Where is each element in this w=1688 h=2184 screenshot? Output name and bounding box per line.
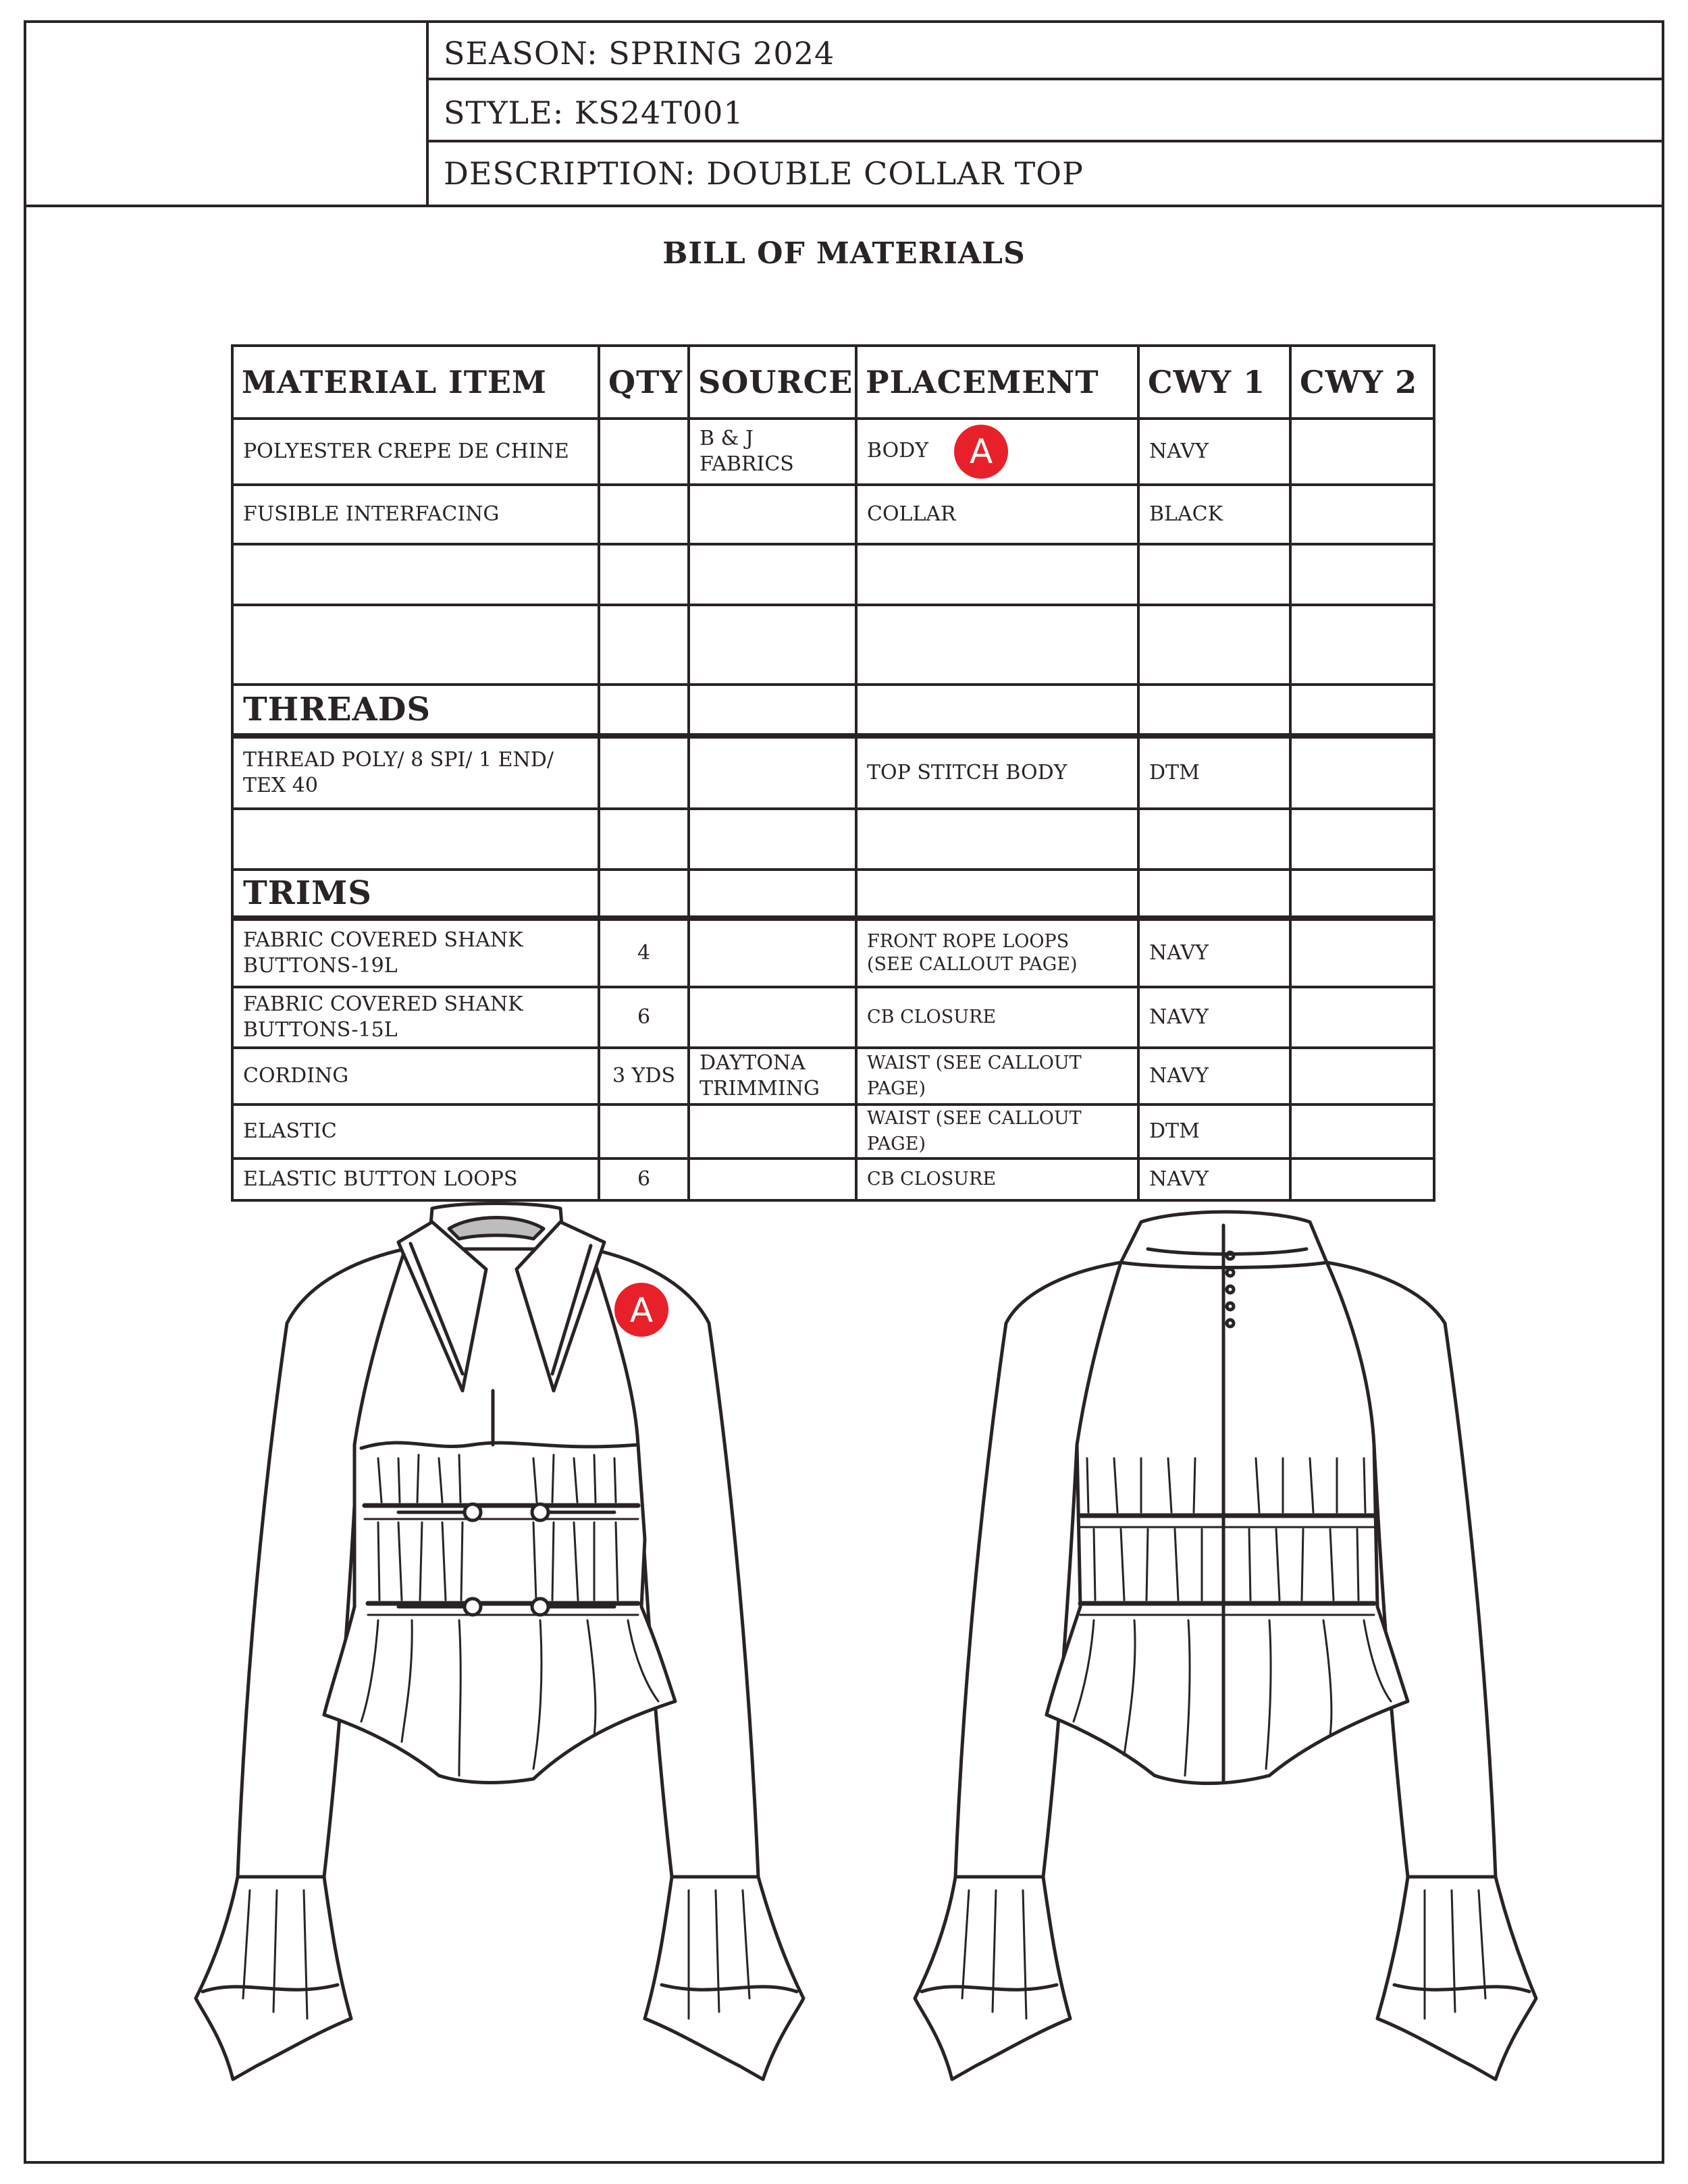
placement-cell: CB CLOSURE [856,987,1138,1048]
page-title: BILL OF MATERIALS [662,236,1026,271]
table-header-row [232,346,1434,419]
cwy2-cell [1290,485,1434,544]
header-row-divider [429,140,1664,142]
placement-cell: WAIST (SEE CALLOUT PAGE) [856,1104,1138,1158]
cwy1-cell: NAVY [1138,987,1290,1048]
item-line: FABRIC COVERED SHANK [243,928,523,952]
front-view-sketch [196,1204,803,2080]
placement-line: FRONT ROPE LOOPS [867,931,1070,952]
source-line: FABRICS [700,452,794,476]
column-header: QTY [599,346,689,419]
source-cell [689,987,856,1048]
cwy1-cell: DTM [1138,1104,1290,1158]
description-label: DESCRIPTION: DOUBLE COLLAR TOP [444,155,1084,192]
material-item-cell [232,987,599,1048]
item-line: FABRIC COVERED SHANK [243,992,523,1016]
qty-cell [599,1104,689,1158]
material-item-cell [232,918,599,987]
callout-badge: A [954,425,1008,479]
cwy2-cell [1290,1048,1434,1104]
source-line: TRIMMING [700,1077,820,1100]
callout-letter: A [629,1291,654,1330]
material-item-cell: CORDING [232,1048,599,1104]
source-line: B & J [700,427,754,450]
cwy1-cell: DTM [1138,736,1290,809]
header-row-divider [429,78,1664,80]
source-cell [689,918,856,987]
cwy2-cell [1290,918,1434,987]
material-item-cell: FUSIBLE INTERFACING [232,485,599,544]
section-header-threads [232,685,1434,736]
item-line: BUTTONS-15L [243,1018,398,1042]
source-line: DAYTONA [700,1051,806,1075]
cwy2-cell [1290,1104,1434,1158]
placement-cell: TOP STITCH BODY [856,736,1138,809]
back-view-sketch [915,1212,1536,2079]
cwy2-cell [1290,419,1434,485]
placement-text: BODY [867,439,929,462]
source-cell [689,419,856,485]
logo-area [24,20,429,207]
placement-cell: CB CLOSURE [856,1158,1138,1200]
qty-cell [599,419,689,485]
column-header: PLACEMENT [856,346,1138,419]
item-line: TEX 40 [243,774,318,797]
table-row [232,485,1434,544]
qty-cell: 3 YDS [599,1048,689,1104]
table-row [232,1104,1434,1158]
table-row [232,736,1434,809]
section-label: THREADS [232,685,599,736]
column-header: CWY 2 [1290,346,1434,419]
item-line: THREAD POLY/ 8 SPI/ 1 END/ [243,748,554,772]
bill-of-materials-table [231,344,1435,1202]
empty-row [232,544,1434,605]
garment-sketches [0,1188,1688,2160]
qty-cell [599,485,689,544]
placement-cell [856,918,1138,987]
source-cell [689,485,856,544]
placement-line: (SEE CALLOUT PAGE) [867,954,1078,975]
column-header: CWY 1 [1138,346,1290,419]
section-label: TRIMS [232,870,599,918]
cwy1-cell: BLACK [1138,485,1290,544]
qty-cell [599,736,689,809]
table-row [232,987,1434,1048]
qty-cell: 6 [599,1158,689,1200]
item-line: BUTTONS-19L [243,954,398,978]
qty-cell: 4 [599,918,689,987]
column-header: MATERIAL ITEM [232,346,599,419]
placement-cell: WAIST (SEE CALLOUT PAGE) [856,1048,1138,1104]
header-divider [24,205,1664,207]
material-item-cell: ELASTIC [232,1104,599,1158]
qty-cell: 6 [599,987,689,1048]
cwy2-cell [1290,736,1434,809]
season-label: SEASON: SPRING 2024 [444,35,835,72]
placement-cell [856,419,1138,485]
section-header-trims [232,870,1434,918]
source-cell [689,1104,856,1158]
cwy1-cell: NAVY [1138,1158,1290,1200]
empty-row [232,605,1434,685]
cwy1-cell: NAVY [1138,918,1290,987]
table-row [232,1048,1434,1104]
table-row [232,918,1434,987]
column-header: SOURCE [689,346,856,419]
source-cell [689,736,856,809]
empty-row [232,809,1434,870]
cwy2-cell [1290,987,1434,1048]
material-item-cell: POLYESTER CREPE DE CHINE [232,419,599,485]
style-label: STYLE: KS24T001 [444,95,744,131]
table-row [232,419,1434,485]
placement-cell: COLLAR [856,485,1138,544]
cwy1-cell: NAVY [1138,419,1290,485]
source-cell [689,1048,856,1104]
material-item-cell: ELASTIC BUTTON LOOPS [232,1158,599,1200]
cwy1-cell: NAVY [1138,1048,1290,1104]
material-item-cell [232,736,599,809]
